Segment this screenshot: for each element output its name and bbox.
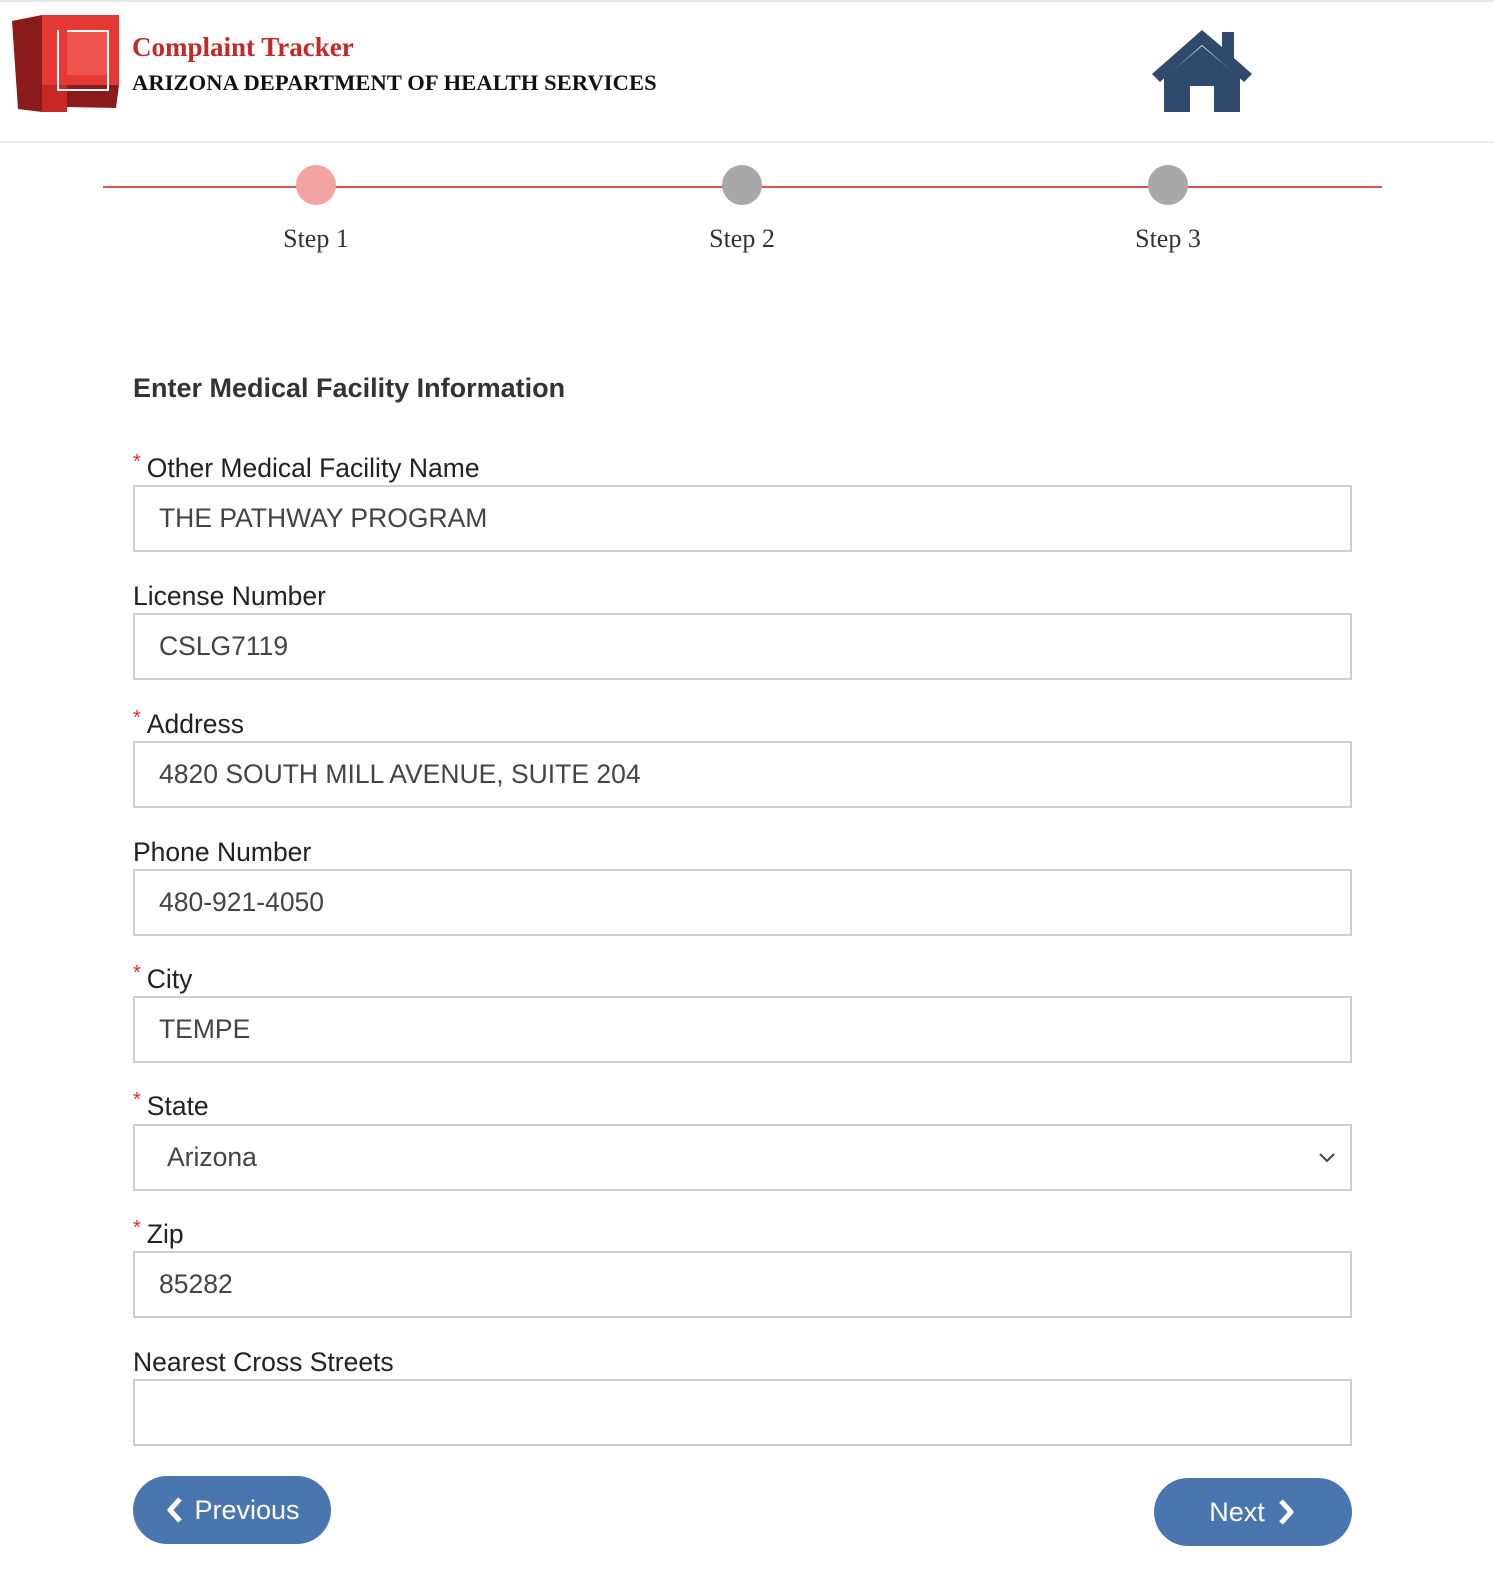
address-label: * Address xyxy=(133,707,245,739)
chevron-left-icon xyxy=(164,1496,186,1524)
step-2-label: Step 2 xyxy=(709,224,775,253)
state-value: Arizona xyxy=(167,1142,257,1172)
step-3-indicator xyxy=(1148,165,1188,205)
next-label: Next xyxy=(1209,1496,1265,1527)
city-label: * City xyxy=(133,962,193,994)
agency-name: ARIZONA DEPARTMENT OF HEALTH SERVICES xyxy=(132,70,657,95)
required-marker: * xyxy=(133,451,141,473)
home-icon[interactable] xyxy=(1150,26,1254,114)
cross-streets-label: Nearest Cross Streets xyxy=(133,1347,394,1377)
zip-label: * Zip xyxy=(133,1217,184,1249)
license-number-value: CSLG7119 xyxy=(159,631,289,661)
facility-name-input[interactable] xyxy=(133,485,1352,552)
form-title: Enter Medical Facility Information xyxy=(133,373,566,403)
city-input[interactable] xyxy=(133,996,1352,1063)
state-label: * State xyxy=(133,1089,209,1121)
cross-streets-input[interactable] xyxy=(133,1379,1352,1446)
license-number-label: License Number xyxy=(133,581,326,611)
required-marker: * xyxy=(133,1089,141,1111)
required-marker: * xyxy=(133,1217,141,1239)
step-1-label: Step 1 xyxy=(283,224,349,253)
phone-number-value: 480-921-4050 xyxy=(159,887,325,917)
step-2-indicator xyxy=(722,165,762,205)
phone-number-input[interactable] xyxy=(133,869,1352,936)
zip-input[interactable] xyxy=(133,1251,1352,1318)
app-title: Complaint Tracker xyxy=(132,32,354,62)
next-button[interactable] xyxy=(1154,1478,1352,1546)
step-1-indicator xyxy=(296,165,336,205)
previous-label: Previous xyxy=(194,1494,300,1525)
phone-number-label: Phone Number xyxy=(133,837,312,867)
address-input[interactable] xyxy=(133,741,1352,808)
zip-value: 85282 xyxy=(159,1269,233,1299)
required-marker: * xyxy=(133,962,141,984)
address-value: 4820 SOUTH MILL AVENUE, SUITE 204 xyxy=(159,759,641,789)
facility-name-value: THE PATHWAY PROGRAM xyxy=(159,503,488,533)
chevron-right-icon xyxy=(1275,1498,1297,1526)
city-value: TEMPE xyxy=(159,1014,251,1044)
adhs-logo-icon[interactable] xyxy=(12,15,119,112)
page-header xyxy=(0,0,1494,143)
required-marker: * xyxy=(133,707,141,729)
facility-name-label: * Other Medical Facility Name xyxy=(133,451,480,483)
chevron-down-icon xyxy=(1318,1148,1336,1166)
previous-button[interactable] xyxy=(133,1476,331,1544)
step-3-label: Step 3 xyxy=(1135,224,1201,253)
license-number-input[interactable] xyxy=(133,613,1352,680)
state-select[interactable] xyxy=(133,1124,1352,1191)
